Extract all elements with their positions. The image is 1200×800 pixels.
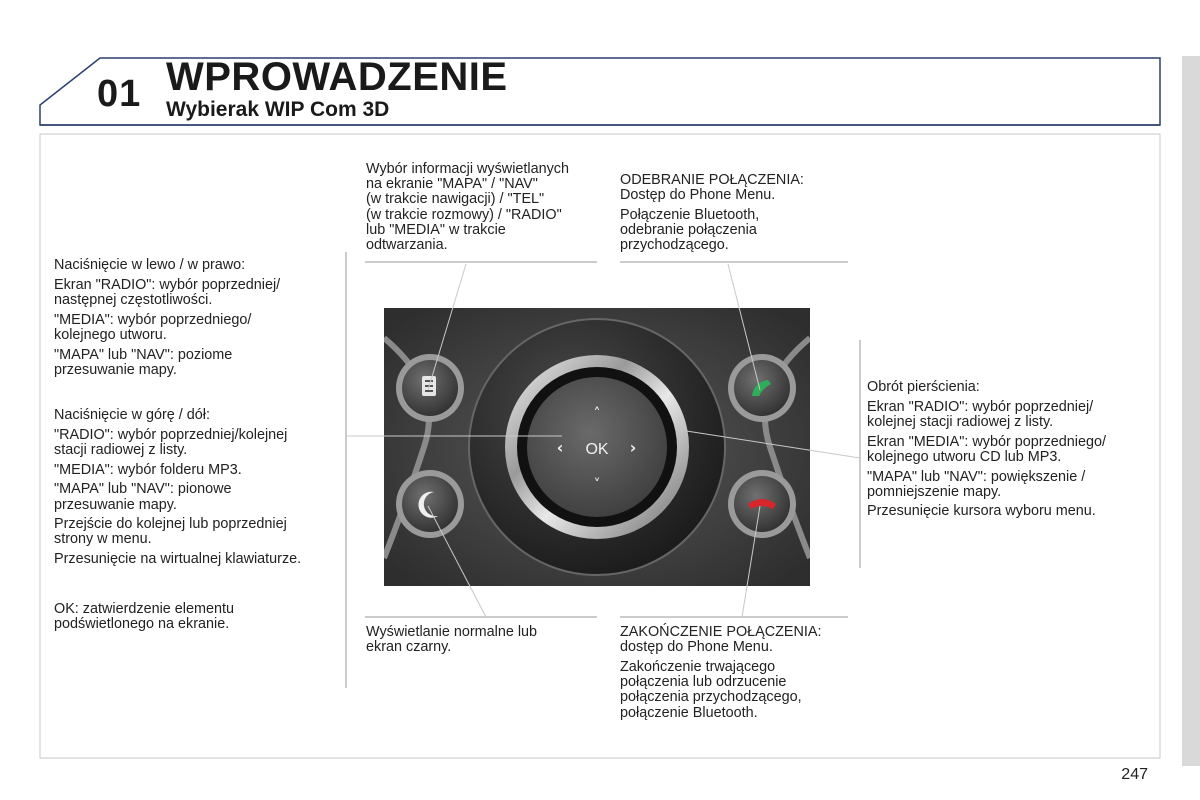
arrow-right-icon: › xyxy=(629,438,637,457)
left-text-block-3: OK: zatwierdzenie elementu podświetlonego na ekranie. xyxy=(54,601,234,633)
top-middle-text: Wybór informacji wyświetlanych na ekranie "MAPA" / "NAV" (w trakcie nawigacji) / "TEL" (w trakcie rozmowy) / "RADIO" lub "MEDIA" w trakcie odtwarzania. xyxy=(366,161,569,254)
bottom-right-text: ZAKOŃCZENIE POŁĄCZENIA: dostęp do Phone Menu. Zakończenie trwającego połączenia lub odrzucenie połączenia przychodzącego, połączenie Bluetooth. xyxy=(620,624,822,721)
bottom-middle-text: Wyświetlanie normalne lub ekran czarny. xyxy=(366,624,538,656)
arrow-up-icon: ˄ xyxy=(593,406,601,422)
page-title: WPROWADZENIE xyxy=(166,55,508,99)
left-text-block-1: Naciśnięcie w lewo / w prawo: Ekran "RADIO": wybór poprzedniej/ następnej częstotliwości. "MEDIA": wybór poprzedniego/ kolejnego utworu. "MAPA" lub "NAV": poziome przesuwanie mapy. xyxy=(54,257,281,378)
right-text-block: Obrót pierścienia: Ekran "RADIO": wybór poprzedniej/ kolejnej stacji radiowej z listy. Ekran "MEDIA": wybór poprzedniego/ kolejnego utworu CD lub MP3. "MAPA" lub "NAV": powiększenie / pomniejszenie mapy. Przesunięcie kursora wyboru menu. xyxy=(867,379,1106,520)
page-subtitle: Wybierak WIP Com 3D xyxy=(166,98,390,121)
left-text-block-2: Naciśnięcie w górę / dół: "RADIO": wybór poprzedniej/kolejnej stacji radiowej z listy. "MEDIA": wybór folderu MP3. "MAPA" lub "NAV": pionowe przesuwanie mapy. Przejście do kolejnej lub poprzedniej strony w menu. Przesunięcie na wirtualnej klawiaturze. xyxy=(54,407,302,568)
top-right-text: ODEBRANIE POŁĄCZENIA: Dostęp do Phone Menu. Połączenie Bluetooth, odebranie połączenia przychodzącego. xyxy=(620,172,804,254)
chapter-number: 01 xyxy=(97,73,142,115)
arrow-down-icon: ˅ xyxy=(593,477,601,493)
ok-label: OK xyxy=(585,441,609,458)
arrow-left-icon: ‹ xyxy=(556,438,564,457)
page-number: 247 xyxy=(1121,766,1148,783)
